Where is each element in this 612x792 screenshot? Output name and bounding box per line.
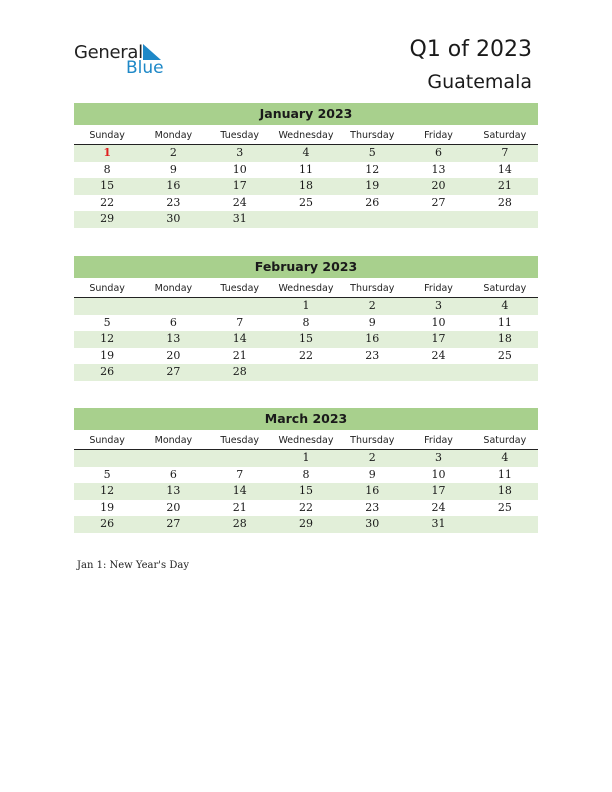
- month-calendar-march: [74, 408, 538, 533]
- day-cell: 26: [365, 195, 380, 209]
- day-cell: 15: [298, 332, 313, 346]
- month-calendar-january: [74, 103, 538, 228]
- day-cell: 23: [365, 500, 380, 514]
- weekday-label: Thursday: [350, 130, 395, 141]
- week-row: [74, 450, 538, 467]
- day-cell: 4: [302, 146, 310, 159]
- day-cell: 29: [298, 517, 313, 531]
- day-cell: 19: [100, 500, 115, 514]
- day-cell: [405, 211, 471, 228]
- day-cell: 9: [368, 315, 376, 329]
- month-title: February 2023: [74, 256, 538, 278]
- day-cell: 14: [232, 332, 247, 346]
- day-cell: 2: [368, 299, 376, 312]
- day-cell: 28: [232, 517, 247, 531]
- day-cell: [74, 450, 140, 467]
- day-cell: 17: [431, 484, 446, 498]
- day-cell: 4: [501, 299, 509, 312]
- day-cell: 3: [236, 146, 244, 159]
- weekday-label: Monday: [154, 435, 193, 446]
- day-cell: 30: [166, 212, 181, 226]
- day-cell: 5: [103, 315, 111, 329]
- day-cell: 1: [302, 299, 310, 312]
- day-cell: 14: [497, 162, 512, 176]
- day-cell: 26: [100, 517, 115, 531]
- weekday-label: Saturday: [483, 130, 527, 141]
- day-cell: 18: [497, 332, 512, 346]
- weekday-header-row: [74, 432, 538, 450]
- day-cell: 16: [365, 332, 380, 346]
- day-cell: 9: [368, 467, 376, 481]
- day-cell: 31: [232, 212, 247, 226]
- day-cell: 17: [232, 179, 247, 193]
- day-cell: [405, 364, 471, 381]
- day-cell: 28: [232, 365, 247, 379]
- day-cell: 22: [298, 500, 313, 514]
- day-cell: 15: [298, 484, 313, 498]
- week-row: [74, 500, 538, 517]
- holiday-notes: [77, 560, 189, 571]
- day-cell: 24: [431, 348, 446, 362]
- weekday-label: Sunday: [89, 283, 125, 294]
- week-row: [74, 162, 538, 179]
- day-cell: 20: [431, 179, 446, 193]
- day-cell: 22: [298, 348, 313, 362]
- day-cell: 11: [497, 315, 512, 329]
- day-cell: 21: [497, 179, 512, 193]
- day-cell: 22: [100, 195, 115, 209]
- day-cell: 12: [365, 162, 380, 176]
- weekday-label: Tuesday: [220, 130, 260, 141]
- weekday-label: Sunday: [89, 435, 125, 446]
- day-cell: 24: [232, 195, 247, 209]
- day-cell: 19: [100, 348, 115, 362]
- weekday-label: Wednesday: [278, 283, 334, 294]
- day-cell: 8: [302, 315, 310, 329]
- weekday-label: Saturday: [483, 283, 527, 294]
- weekday-label: Saturday: [483, 435, 527, 446]
- day-cell: 24: [431, 500, 446, 514]
- day-cell: 4: [501, 451, 509, 464]
- day-cell: [207, 450, 273, 467]
- day-cell: 6: [435, 146, 443, 159]
- day-cell: 27: [431, 195, 446, 209]
- weekday-label: Monday: [154, 130, 193, 141]
- day-cell: 8: [302, 467, 310, 481]
- day-cell: 3: [435, 451, 443, 464]
- weekday-label: Wednesday: [278, 130, 334, 141]
- day-cell: 7: [236, 467, 244, 481]
- day-cell: 31: [431, 517, 446, 531]
- country-name: Guatemala: [427, 71, 532, 93]
- day-cell: 16: [365, 484, 380, 498]
- day-cell: 12: [100, 484, 115, 498]
- month-title: March 2023: [74, 408, 538, 430]
- weekday-label: Wednesday: [278, 435, 334, 446]
- week-row: [74, 331, 538, 348]
- day-cell: 13: [166, 484, 181, 498]
- weekday-label: Sunday: [89, 130, 125, 141]
- day-cell: 9: [169, 162, 177, 176]
- page-title: Q1 of 2023: [409, 37, 532, 62]
- weekday-header-row: [74, 127, 538, 145]
- day-cell: 6: [169, 315, 177, 329]
- day-cell: [472, 516, 538, 533]
- day-cell: 25: [298, 195, 313, 209]
- day-cell: 27: [166, 365, 181, 379]
- day-cell: 15: [100, 179, 115, 193]
- day-cell: 8: [103, 162, 111, 176]
- day-cell: 1: [302, 451, 310, 464]
- day-cell: 21: [232, 348, 247, 362]
- day-cell: 20: [166, 500, 181, 514]
- week-row: [74, 298, 538, 315]
- week-row: [74, 364, 538, 381]
- day-cell: [339, 364, 405, 381]
- day-cell: 29: [100, 212, 115, 226]
- week-row: [74, 178, 538, 195]
- day-cell: 17: [431, 332, 446, 346]
- brand-logo: [74, 42, 174, 78]
- weekday-label: Thursday: [350, 435, 395, 446]
- day-cell: 26: [100, 365, 115, 379]
- day-cell: 20: [166, 348, 181, 362]
- day-cell: [140, 450, 206, 467]
- day-cell: 27: [166, 517, 181, 531]
- logo-general-text: General: [74, 42, 143, 63]
- logo-blue-text: Blue: [126, 58, 164, 78]
- day-cell: [339, 211, 405, 228]
- day-cell: 16: [166, 179, 181, 193]
- day-cell: 25: [497, 500, 512, 514]
- day-cell: [472, 364, 538, 381]
- day-cell: 3: [435, 299, 443, 312]
- month-title: January 2023: [74, 103, 538, 125]
- weekday-header-row: [74, 280, 538, 298]
- day-cell: 25: [497, 348, 512, 362]
- weekday-label: Monday: [154, 283, 193, 294]
- day-cell: 23: [166, 195, 181, 209]
- week-row: [74, 145, 538, 162]
- day-cell: 13: [431, 162, 446, 176]
- day-cell: 10: [232, 162, 247, 176]
- day-cell: 30: [365, 517, 380, 531]
- day-cell: 19: [365, 179, 380, 193]
- day-cell: 10: [431, 467, 446, 481]
- weekday-label: Thursday: [350, 283, 395, 294]
- weekday-label: Tuesday: [220, 283, 260, 294]
- day-cell: [140, 298, 206, 315]
- day-cell: 21: [232, 500, 247, 514]
- week-row: [74, 467, 538, 484]
- day-cell: 18: [298, 179, 313, 193]
- day-cell: [207, 298, 273, 315]
- holiday-note: Jan 1: New Year's Day: [77, 560, 189, 571]
- day-cell: 6: [169, 467, 177, 481]
- day-cell: [273, 211, 339, 228]
- day-cell: 11: [497, 467, 512, 481]
- month-calendar-february: [74, 256, 538, 381]
- weekday-label: Friday: [424, 435, 453, 446]
- week-row: [74, 195, 538, 212]
- day-cell: 12: [100, 332, 115, 346]
- day-cell: 10: [431, 315, 446, 329]
- day-cell: 18: [497, 484, 512, 498]
- week-row: [74, 315, 538, 332]
- week-row: [74, 211, 538, 228]
- week-row: [74, 348, 538, 365]
- week-row: [74, 483, 538, 500]
- day-cell: [273, 364, 339, 381]
- weekday-label: Friday: [424, 130, 453, 141]
- day-cell: [74, 298, 140, 315]
- weekday-label: Friday: [424, 283, 453, 294]
- weekday-label: Tuesday: [220, 435, 260, 446]
- day-cell: 2: [169, 146, 177, 159]
- day-cell: 7: [501, 146, 509, 159]
- day-cell: 23: [365, 348, 380, 362]
- day-cell: 5: [368, 146, 376, 159]
- day-cell: 1: [103, 146, 111, 159]
- day-cell: 11: [298, 162, 313, 176]
- day-cell: 7: [236, 315, 244, 329]
- day-cell: 28: [497, 195, 512, 209]
- day-cell: [472, 211, 538, 228]
- day-cell: 2: [368, 451, 376, 464]
- day-cell: 5: [103, 467, 111, 481]
- week-row: [74, 516, 538, 533]
- day-cell: 14: [232, 484, 247, 498]
- day-cell: 13: [166, 332, 181, 346]
